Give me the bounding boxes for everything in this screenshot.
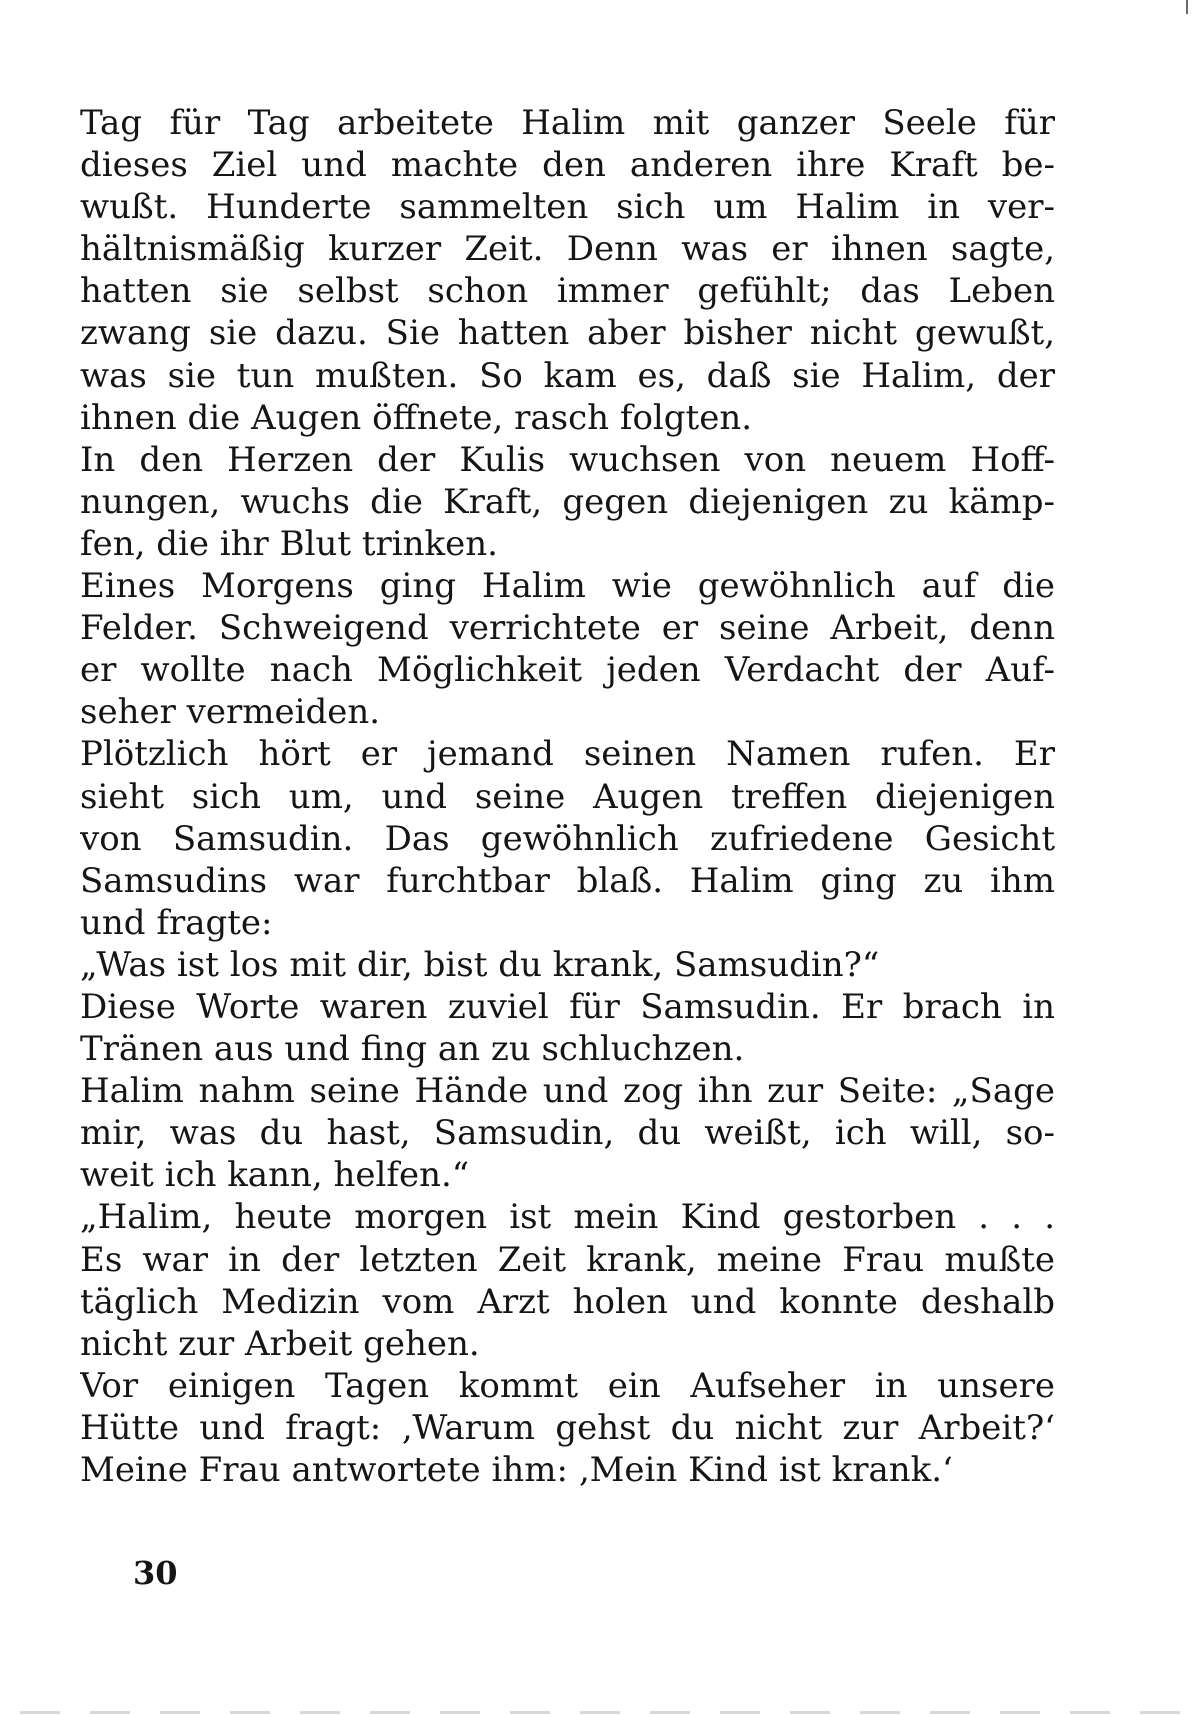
text-line: weit ich kann, helfen.“ xyxy=(80,1155,470,1196)
paragraph xyxy=(80,102,1055,439)
text-line: Tag für Tag arbeitete Halim mit ganzer Seele für xyxy=(80,103,1055,143)
text-line: Meine Frau antwortete ihm: ‚Mein Kind ist krank.‘ xyxy=(80,1450,953,1490)
text-line: und fragte: xyxy=(80,902,273,943)
paragraph xyxy=(80,1070,1055,1196)
text-line: mir, was du hast, Samsudin, du weißt, ich will, so- xyxy=(80,1113,1055,1154)
text-line: Vor einigen Tagen kommt ein Aufseher in unsere xyxy=(80,1365,1055,1406)
edge-mark xyxy=(1186,0,1188,14)
page-number: 30 xyxy=(133,1554,178,1592)
text-line: er wollte nach Möglichkeit jeden Verdacht der Auf- xyxy=(80,650,1055,691)
text-line: „Halim, heute morgen ist mein Kind gestorben . . . xyxy=(80,1197,1055,1238)
text-line: zwang sie dazu. Sie hatten aber bisher nicht gewußt, xyxy=(80,313,1055,354)
body-text xyxy=(80,102,1055,1491)
paragraph xyxy=(80,1365,1055,1491)
paragraph xyxy=(80,944,1055,986)
text-line: täglich Medizin vom Arzt holen und konnte deshalb xyxy=(80,1281,1055,1322)
text-line: fen, die ihr Blut trinken. xyxy=(80,523,498,564)
bottom-edge-mark xyxy=(20,1711,1180,1714)
text-line: „Was ist los mit dir, bist du krank, Samsudin?“ xyxy=(80,944,880,985)
text-line: Eines Morgens ging Halim wie gewöhnlich auf die xyxy=(80,566,1055,607)
text-line: von Samsudin. Das gewöhnlich zufriedene Gesicht xyxy=(80,818,1055,859)
paragraph xyxy=(80,733,1055,943)
text-line: hältnismäßig kurzer Zeit. Denn was er ihnen sagte, xyxy=(80,229,1055,270)
text-line: ihnen die Augen öffnete, rasch folgten. xyxy=(80,397,753,438)
text-line: Halim nahm seine Hände und zog ihn zur Seite: „Sage xyxy=(80,1071,1055,1112)
text-line: nungen, wuchs die Kraft, gegen diejenigen zu kämp- xyxy=(80,481,1055,522)
text-line: Felder. Schweigend verrichtete er seine Arbeit, denn xyxy=(80,608,1055,649)
text-line: sieht sich um, und seine Augen treffen diejenigen xyxy=(80,776,1055,817)
paragraph xyxy=(80,439,1055,565)
paragraph xyxy=(80,565,1055,733)
paragraph xyxy=(80,986,1055,1070)
text-line: Plötzlich hört er jemand seinen Namen rufen. Er xyxy=(80,734,1055,775)
text-line: In den Herzen der Kulis wuchsen von neuem Hoff- xyxy=(80,439,1055,480)
text-line: Diese Worte waren zuviel für Samsudin. Er brach in xyxy=(80,986,1055,1027)
paragraph xyxy=(80,1196,1055,1364)
text-line: Es war in der letzten Zeit krank, meine Frau mußte xyxy=(80,1239,1055,1280)
text-line: seher vermeiden. xyxy=(80,692,381,733)
text-line: Samsudins war furchtbar blaß. Halim ging zu ihm xyxy=(80,860,1055,901)
text-line: was sie tun mußten. So kam es, daß sie Halim, der xyxy=(80,355,1055,396)
text-line: Hütte und fragt: ‚Warum gehst du nicht zur Arbeit?‘ xyxy=(80,1407,1055,1448)
text-line: dieses Ziel und machte den anderen ihre Kraft be- xyxy=(80,145,1055,186)
text-line: wußt. Hunderte sammelten sich um Halim in ver- xyxy=(80,187,1055,228)
text-line: Tränen aus und fing an zu schluchzen. xyxy=(80,1029,745,1070)
text-line: nicht zur Arbeit gehen. xyxy=(80,1323,480,1364)
text-line: hatten sie selbst schon immer gefühlt; das Leben xyxy=(80,271,1055,312)
